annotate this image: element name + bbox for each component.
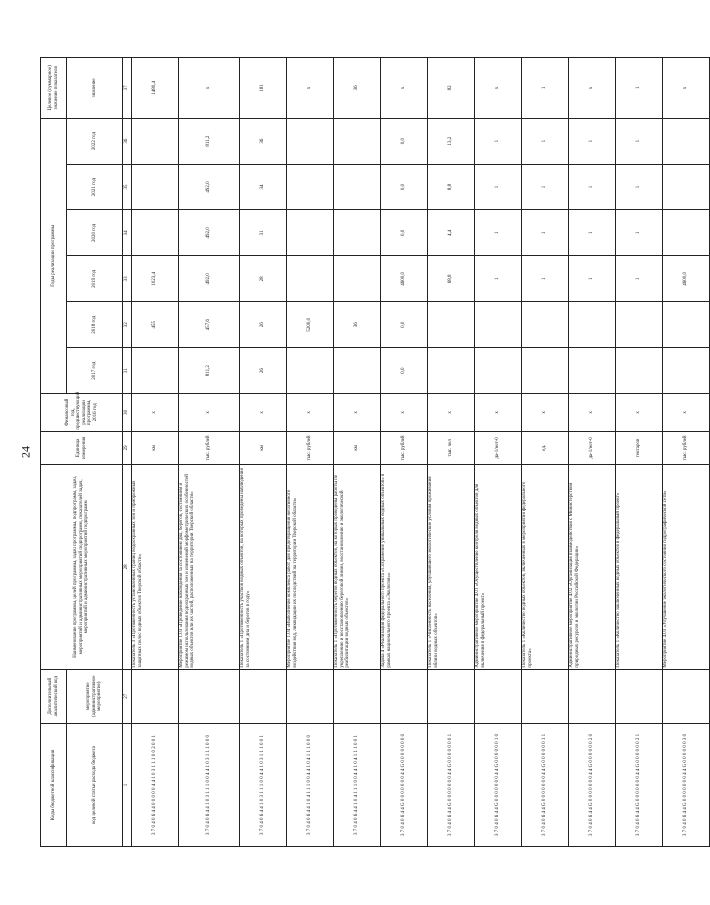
row-target: х	[179, 58, 240, 119]
row-2020: 0,0	[381, 210, 428, 256]
row-2021: 1	[616, 164, 663, 210]
header-target-article: код целевой статьи расхода бюджета	[67, 723, 123, 846]
row-2022: 13,2	[428, 118, 475, 164]
header-year-2021: 2021 год	[67, 164, 123, 210]
row-2021	[287, 164, 334, 210]
row-2022: 1	[522, 118, 569, 164]
row-name: Показатель 1 «Численность населения, улучшившего экологические условия проживания вблизи водных объектов»	[428, 465, 475, 670]
row-2017	[132, 348, 179, 394]
column-number: 30	[123, 394, 132, 432]
page-number: 24	[18, 446, 33, 458]
row-extra	[428, 669, 475, 723]
row-2020: 1	[475, 210, 522, 256]
row-2019	[287, 256, 334, 302]
row-codes: 3 7 0 4 0 6 4 4 G 0 0 0 0 0 0 0 4 4 G 0 0 0 0 0 0 2 1	[616, 723, 663, 846]
table-row	[179, 58, 240, 847]
row-2020	[132, 210, 179, 256]
header-year-2018: 2018 год	[67, 302, 123, 348]
row-fin: х	[179, 394, 240, 432]
row-2021: 0,0	[381, 164, 428, 210]
column-number: 33	[123, 256, 132, 302]
row-codes: 3 7 0 4 0 6 4 4 G 0 0 0 0 0 0 0 4 4 G 0 0 0 0 0 0 1 0	[475, 723, 522, 846]
row-2021: 34	[240, 164, 287, 210]
row-2022	[287, 118, 334, 164]
row-fin: х	[522, 394, 569, 432]
rotated-table-container	[40, 57, 689, 847]
row-name: Мероприятие 1.03 «Проведение наблюдения за состоянием дна, берегов, состоянием и режимом использования водоохранных зон и изменений морфометрических особенностей водных объектов или их частей, расположенных на территории Тверской области»	[179, 465, 240, 670]
row-2021: 492,0	[179, 164, 240, 210]
row-2022	[334, 118, 381, 164]
row-extra	[287, 669, 334, 723]
row-codes: 3 7 0 4 0 6 4 4 G 0 0 0 0 0 0 0 4 4 G 0 0 0 0 0 0 2 0	[569, 723, 616, 846]
row-2019: 1	[616, 256, 663, 302]
row-2019: 1	[522, 256, 569, 302]
row-2018	[663, 302, 710, 348]
header-target-value: значение	[67, 58, 123, 119]
row-2018	[569, 302, 616, 348]
row-2021	[334, 164, 381, 210]
row-2021: 8,8	[428, 164, 475, 210]
row-2018	[616, 302, 663, 348]
row-target: х	[287, 58, 334, 119]
row-target: х	[475, 58, 522, 119]
row-name: Мероприятие 4.03 «Улучшение экологического состояния гидрографической сети»	[663, 465, 710, 670]
row-name: Показатель 1 «Количество заключённых водных объектов в федеральный проект»	[616, 465, 663, 670]
column-number: 31	[123, 348, 132, 394]
row-target: 181	[240, 58, 287, 119]
header-meropriyatie: мероприятие (административное мероприятие)	[67, 669, 123, 723]
row-2020	[334, 210, 381, 256]
row-2017: 811,2	[179, 348, 240, 394]
row-2018: 455	[132, 302, 179, 348]
row-fin: х	[334, 394, 381, 432]
row-extra	[616, 669, 663, 723]
row-target: х	[381, 58, 428, 119]
row-2018: 5200,0	[287, 302, 334, 348]
row-2019: 4600,0	[381, 256, 428, 302]
row-name: Показатель 1 «Количество водных объектов, включённых в мероприятия федерального проекта»	[522, 465, 569, 670]
header-year-2022: 2022 год	[67, 118, 123, 164]
row-2020: 1	[522, 210, 569, 256]
row-2021: 1	[569, 164, 616, 210]
row-codes: 3 7 0 4 0 6 4 4 1 0 4 1 1 1 0 0 4 4 1 0 4 1 1 1 0 0 1	[334, 723, 381, 846]
header-budget-codes: Коды бюджетной классификации	[41, 723, 67, 846]
row-2019: 1	[475, 256, 522, 302]
row-2021	[663, 164, 710, 210]
row-extra	[334, 669, 381, 723]
row-extra	[179, 669, 240, 723]
row-unit: гектаров	[616, 431, 663, 464]
row-2018: 0,0	[381, 302, 428, 348]
header-year-2020: 2020 год	[67, 210, 123, 256]
row-unit: тыс. рублей	[381, 431, 428, 464]
row-2018: 457,6	[179, 302, 240, 348]
table-row	[522, 58, 569, 847]
column-number: 34	[123, 210, 132, 256]
header-names: Наименование программы, целей программы, задач программы, подпрограмм, задач, мероприятий и административных мероприятий подпрограмм, показателей задач, мероприятий и административных мероприятий подпрограмм	[41, 465, 123, 670]
row-name: Административное мероприятие 4.01 «Осуществление контроля водных объектов для включения в федеральный проект»	[475, 465, 522, 670]
row-codes: 3 7 0 4 0 6 4 4 1 0 3 1 1 1 0 0 4 4 1 0 3 1 1 1 0 0 0	[179, 723, 240, 846]
row-target: 1480,4	[132, 58, 179, 119]
row-target: 1	[616, 58, 663, 119]
row-2018: 36	[334, 302, 381, 348]
row-unit: км	[240, 431, 287, 464]
row-name: Административное мероприятие 4.02 «Организация взаимодействия с Министерством природных ресурсов и экологии Российской Федерации»	[569, 465, 616, 670]
row-2022	[663, 118, 710, 164]
row-2017	[522, 348, 569, 394]
row-2017	[663, 348, 710, 394]
row-2017: 0,0	[381, 348, 428, 394]
row-codes: 3 7 0 4 0 6 4 4 1 0 4 1 1 1 0 0 4 4 1 0 4 1 1 1 0 0 0	[287, 723, 334, 846]
header-years-group: Годы реализации программы	[41, 118, 67, 393]
row-extra	[522, 669, 569, 723]
row-name: Показатель 1 «Протяжённость берегов водных объектов, на которых проведены работы по укреплению и восстановлению береговой линии, восстановлению и экологической реабилитации водных объектов»	[334, 465, 381, 670]
table-row	[334, 58, 381, 847]
row-codes: 3 7 0 4 0 6 4 4 G 0 0 0 0 0 0 0 4 4 G 0 0 0 0 0 0 3 0	[663, 723, 710, 846]
row-unit: да-1/нет-0	[475, 431, 522, 464]
row-unit: тыс. рублей	[663, 431, 710, 464]
row-2017	[334, 348, 381, 394]
table-row	[663, 58, 710, 847]
row-unit: км	[132, 431, 179, 464]
row-extra	[240, 669, 287, 723]
column-number: 37	[123, 58, 132, 119]
row-2019: 28	[240, 256, 287, 302]
table-row	[381, 58, 428, 847]
row-2022: 1	[475, 118, 522, 164]
header-target: Целевое (суммарное) значение показателя	[41, 58, 67, 119]
row-2017	[616, 348, 663, 394]
row-fin: х	[475, 394, 522, 432]
row-codes: 3 7 0 4 0 6 4 4 G 0 0 0 0 0 0 0 4 4 G 0 0 0 0 0 0 0 1	[428, 723, 475, 846]
row-fin: х	[663, 394, 710, 432]
row-fin: х	[381, 394, 428, 432]
row-2020: 1	[616, 210, 663, 256]
row-name: Показатель 3 «Протяжённость установленных границ водоохранных зон и прибрежных защитных полос водных объектов Тверской области»	[132, 465, 179, 670]
row-codes: 3 7 0 4 0 6 4 4 G 0 0 0 0 0 0 0 4 4 G 0 0 0 0 0 0 0 0	[381, 723, 428, 846]
column-number: 36	[123, 118, 132, 164]
row-name: Задача 4 «Реализация федерального проекта «Сохранение уникальных водных объектов» в рамках национального проекта «Экология»»	[381, 465, 428, 670]
row-extra	[381, 669, 428, 723]
row-2020	[287, 210, 334, 256]
row-2018: 26	[240, 302, 287, 348]
row-unit: ед.	[522, 431, 569, 464]
row-name: Мероприятие 1.04 «Выполнение комплекса работ для предотвращения негативного воздействия вод, ликвидации их последствий на территории Тверской области»	[287, 465, 334, 670]
row-target: 1	[522, 58, 569, 119]
column-number: 35	[123, 164, 132, 210]
row-unit: да-1/нет-0	[569, 431, 616, 464]
header-year-2019: 2019 год	[67, 256, 123, 302]
row-target: х	[663, 58, 710, 119]
row-extra	[475, 669, 522, 723]
row-target: х	[569, 58, 616, 119]
row-2017	[569, 348, 616, 394]
row-2022: 0,0	[381, 118, 428, 164]
table-row	[616, 58, 663, 847]
row-unit: тыс. рублей	[179, 431, 240, 464]
header-unit: Единица измерения	[41, 431, 123, 464]
row-2018	[475, 302, 522, 348]
row-2017	[428, 348, 475, 394]
header-year-2017: 2017 год	[67, 348, 123, 394]
row-2020: 1	[569, 210, 616, 256]
row-fin: х	[132, 394, 179, 432]
row-2021	[132, 164, 179, 210]
column-number: 28	[123, 465, 132, 670]
table-row	[240, 58, 287, 847]
row-target: 82	[428, 58, 475, 119]
header-extra-code: Дополнительный аналитический код	[41, 669, 67, 723]
column-number: 32	[123, 302, 132, 348]
row-fin: х	[240, 394, 287, 432]
row-unit: км	[334, 431, 381, 464]
row-2018	[428, 302, 475, 348]
row-2017: 26	[240, 348, 287, 394]
row-2019: 1	[569, 256, 616, 302]
row-fin: х	[569, 394, 616, 432]
row-extra	[569, 669, 616, 723]
row-unit: тыс. рублей	[287, 431, 334, 464]
row-2020	[663, 210, 710, 256]
row-target: 36	[334, 58, 381, 119]
row-2020: 4,4	[428, 210, 475, 256]
row-2019: 68,8	[428, 256, 475, 302]
row-2019: 4600,0	[663, 256, 710, 302]
row-2021: 1	[522, 164, 569, 210]
row-2019: 1023,4	[132, 256, 179, 302]
row-fin: х	[616, 394, 663, 432]
row-2020: 492,0	[179, 210, 240, 256]
table-row	[428, 58, 475, 847]
row-extra	[663, 669, 710, 723]
row-2017	[287, 348, 334, 394]
table-row	[475, 58, 522, 847]
row-2022: 36	[240, 118, 287, 164]
table-row	[132, 58, 179, 847]
row-2021: 1	[475, 164, 522, 210]
row-unit: тыс. чел	[428, 431, 475, 464]
row-codes: 3 7 0 4 0 6 4 4 0 0 0 0 0 4 4 1 0 3 1 1 1 0 0 2 0 0 1	[132, 723, 179, 846]
program-table	[40, 57, 710, 847]
row-2022: 1	[569, 118, 616, 164]
row-fin: х	[287, 394, 334, 432]
header-fin-year: Финансовый год, предшествующий реализации программы, 2016 год	[41, 394, 123, 432]
row-2018	[522, 302, 569, 348]
row-2022: 1	[616, 118, 663, 164]
table-row	[569, 58, 616, 847]
row-2019: 492,0	[179, 256, 240, 302]
column-number: 27	[123, 669, 132, 723]
row-2020: 31	[240, 210, 287, 256]
column-number: 1	[123, 723, 132, 846]
column-number: 29	[123, 431, 132, 464]
row-2019	[334, 256, 381, 302]
row-fin: х	[428, 394, 475, 432]
table-row	[287, 58, 334, 847]
row-2022: 811,2	[179, 118, 240, 164]
row-name: Показатель 1 «Протяжённость участков водных объектов, на которых проведены наблюдения за состоянием дна и берегов в году»	[240, 465, 287, 670]
row-codes: 3 7 0 4 0 6 4 4 G 0 0 0 0 0 0 0 4 4 G 0 0 0 0 0 0 1 1	[522, 723, 569, 846]
row-extra	[132, 669, 179, 723]
row-2022	[132, 118, 179, 164]
row-codes: 3 7 0 4 0 6 4 4 1 0 3 1 1 1 0 0 4 4 1 0 3 1 1 1 0 0 1	[240, 723, 287, 846]
row-2017	[475, 348, 522, 394]
